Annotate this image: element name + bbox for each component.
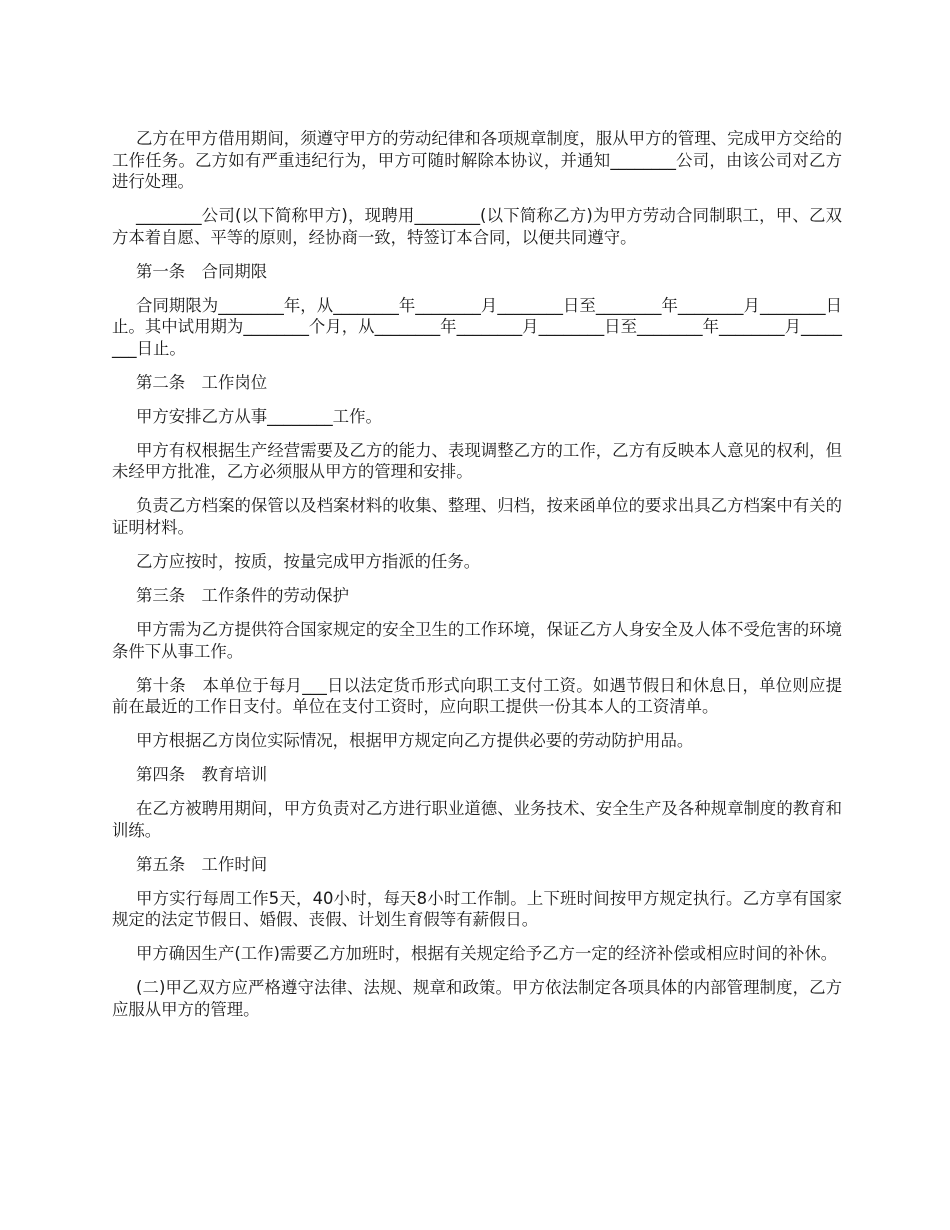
section-heading-article-4: 第四条 教育培训 [136, 765, 268, 785]
paragraph-job-adjustment: 甲方有权根据生产经营需要及乙方的能力、表现调整乙方的工作，乙方有反映本人意见的权利，但未经甲方批准，乙方必须服从甲方的管理和安排。 [112, 440, 842, 482]
paragraph-job-assignment: 甲方安排乙方从事________工作。 [136, 406, 382, 426]
paragraph-contract-preamble: ________公司(以下简称甲方)，现聘用________(以下简称乙方)为甲方劳动合同制职工，甲、乙双方本着自愿、平等的原则，经协商一致，特签订本合同，以便共同遵守。 [112, 206, 842, 247]
document-body [112, 128, 842, 1033]
paragraph-borrowing-discipline: 乙方在甲方借用期间，须遵守甲方的劳动纪律和各项规章制度，服从甲方的管理、完成甲方交给的工作任务。乙方如有严重违纪行为，甲方可随时解除本协议，并通知________公司，由该公司对乙方进行处理。 [112, 129, 842, 192]
paragraph-task-completion: 乙方应按时，按质，按量完成甲方指派的任务。 [136, 552, 481, 572]
paragraph-wage-payment: 第十条 本单位于每月___日以法定货币形式向职工支付工资。如遇节假日和休息日，单位则应提前在最近的工作日支付。单位在支付工资时，应向职工提供一份其本人的工资清单。 [112, 675, 842, 717]
paragraph-working-hours: 甲方实行每周工作5天，40小时，每天8小时工作制。上下班时间按甲方规定执行。乙方享有国家规定的法定节假日、婚假、丧假、计划生育假等有薪假日。 [112, 888, 842, 930]
paragraph-protective-equipment: 甲方根据乙方岗位实际情况，根据甲方规定向乙方提供必要的劳动防护用品。 [136, 731, 694, 751]
paragraph-overtime: 甲方确因生产(工作)需要乙方加班时，根据有关规定给予乙方一定的经济补偿或相应时间的补休。 [136, 944, 838, 964]
paragraph-safe-environment: 甲方需为乙方提供符合国家规定的安全卫生的工作环境，保证乙方人身安全及人体不受危害的环境条件下从事工作。 [112, 620, 842, 661]
section-heading-article-3: 第三条 工作条件的劳动保护 [136, 586, 350, 606]
section-heading-article-5: 第五条 工作时间 [136, 854, 268, 874]
paragraph-compliance: (二)甲乙双方应严格遵守法律、法规、规章和政策。甲方依法制定各项具体的内部管理制度，乙方应服从甲方的管理。 [112, 978, 842, 1019]
section-heading-article-2: 第二条 工作岗位 [136, 372, 268, 392]
paragraph-contract-term: 合同期限为________年，从________年________月________日至________年________月________日止。其中试用期为________个月，从________年________月________日至________年________月________日止。 [112, 295, 842, 358]
paragraph-archive-management: 负责乙方档案的保管以及档案材料的收集、整理、归档，按来函单位的要求出具乙方档案中有关的证明材料。 [112, 496, 842, 538]
paragraph-training: 在乙方被聘用期间，甲方负责对乙方进行职业道德、业务技术、安全生产及各种规章制度的教育和训练。 [112, 799, 842, 840]
section-heading-article-1: 第一条 合同期限 [136, 261, 268, 281]
